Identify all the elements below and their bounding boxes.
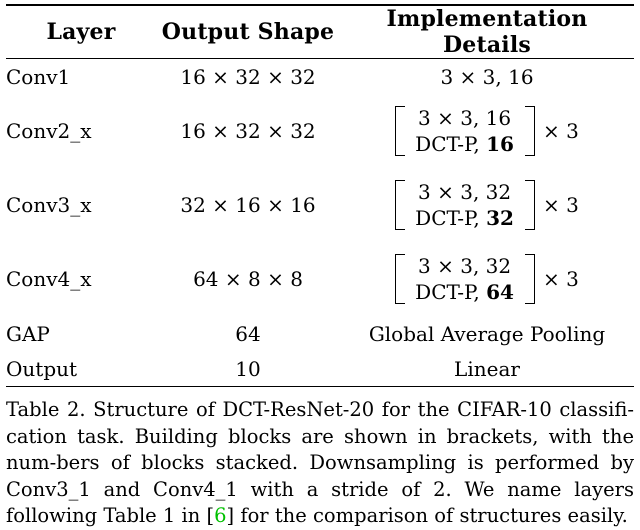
cell-layer: Conv1	[6, 59, 156, 95]
bracket-right-icon	[525, 106, 534, 157]
cell-layer: Conv4_x	[6, 267, 92, 291]
table-row	[6, 59, 634, 95]
cell-output-shape: 64	[235, 321, 261, 346]
cell-layer: Conv3_x	[6, 193, 92, 217]
header-output-shape: Output Shape	[156, 5, 340, 59]
block-line-bold: DCT-P, 64	[415, 280, 514, 304]
block-line-bold: DCT-P, 32	[415, 206, 514, 230]
table-row	[6, 316, 634, 351]
cell-output-shape: 16 × 32 × 32	[156, 59, 340, 95]
header-layer: Layer	[6, 5, 156, 59]
cell-implementation: 3 × 3, 16	[340, 59, 634, 95]
cell-implementation-block	[340, 242, 634, 316]
block-line-bold: DCT-P, 16	[415, 132, 514, 156]
cell-layer: GAP	[6, 321, 50, 346]
block-multiplier: × 3	[542, 267, 579, 291]
cell-output-shape: 10	[156, 351, 340, 387]
cell-implementation-block	[340, 94, 634, 168]
bracket-left-icon	[395, 180, 404, 231]
caption-label: Table 2.	[6, 398, 86, 421]
table-row	[6, 242, 634, 316]
table-row	[6, 168, 634, 242]
cell-implementation-block	[340, 168, 634, 242]
bracket-right-icon	[525, 254, 534, 305]
cell-output-shape: 16 × 32 × 32	[180, 119, 316, 143]
bracket-left-icon	[395, 106, 404, 157]
header-implementation-details: Implementation Details	[340, 5, 634, 59]
block-line: 3 × 3, 16	[418, 105, 512, 130]
block-multiplier: × 3	[542, 193, 579, 217]
caption-text-part2: ] for the comparison of structures easily.	[226, 504, 628, 528]
bracket-left-icon	[395, 254, 404, 305]
block-line: 3 × 3, 32	[418, 253, 512, 278]
block-multiplier: × 3	[542, 119, 579, 143]
table-row	[6, 94, 634, 168]
bracket-right-icon	[525, 180, 534, 231]
caption-text-part1: Structure of DCT-ResNet-20 for the CIFAR-10 classifi-cation task. Building blocks are shown in brackets, with the num-bers of blocks stacked. Downsampling is performed by Conv3_1 and Conv4_1 with a stride of 2. We name layers following Table 1 in [	[6, 398, 634, 528]
caption-citation-link[interactable]: 6	[214, 504, 227, 528]
cell-implementation: Linear	[340, 351, 634, 387]
block-line: 3 × 3, 32	[418, 179, 512, 204]
cell-output-shape: 32 × 16 × 16	[180, 193, 316, 217]
table-caption	[6, 397, 634, 530]
cell-output-shape: 64 × 8 × 8	[193, 267, 303, 291]
table-header-row	[6, 5, 634, 59]
results-table	[6, 4, 634, 387]
table-row	[6, 351, 634, 387]
cell-layer: Conv2_x	[6, 119, 92, 143]
cell-implementation: Global Average Pooling	[368, 321, 606, 346]
cell-layer: Output	[6, 351, 156, 387]
